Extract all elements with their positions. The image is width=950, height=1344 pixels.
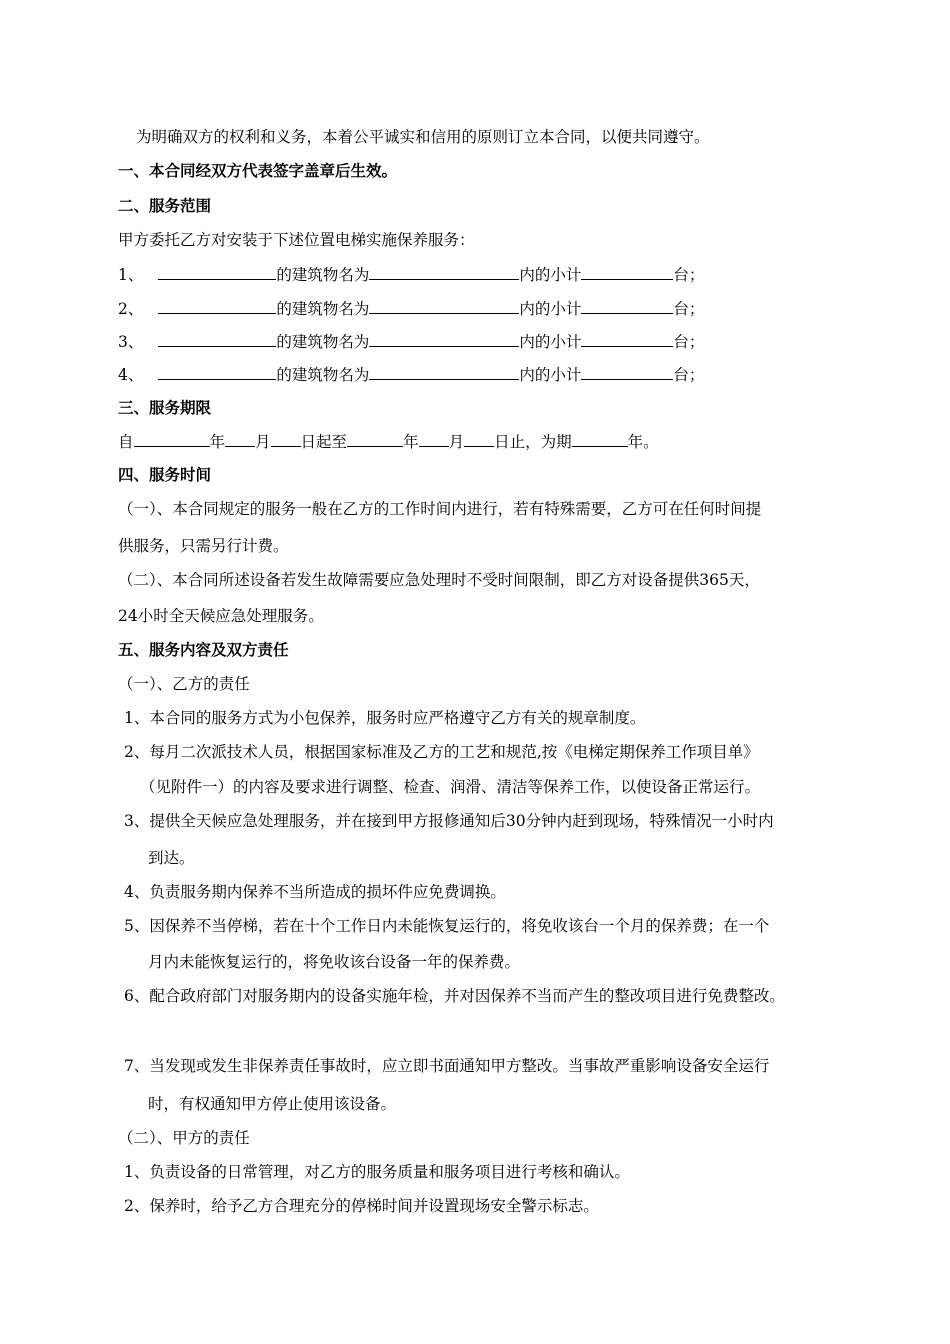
party-a-item-2: 2、保养时，给予乙方合理充分的停梯时间并设置现场安全警示标志。 — [124, 1197, 599, 1215]
location-blank[interactable] — [158, 298, 276, 314]
term-month-2: 月 — [448, 433, 465, 451]
location-blank[interactable] — [158, 331, 276, 347]
unit-label: 台； — [673, 366, 705, 384]
end-month-blank[interactable] — [419, 431, 449, 447]
party-a-item-1: 1、负责设备的日常管理，对乙方的服务质量和服务项目进行考核和确认。 — [124, 1163, 630, 1181]
service-time-p1-line1: （一）、本合同规定的服务一般在乙方的工作时间内进行，若有特殊需要，乙方可在任何时间提 — [118, 500, 762, 518]
party-b-item-2-line1: 2、每月二次派技术人员，根据国家标准及乙方的工艺和规范,按《电梯定期保养工作项目单》 — [124, 743, 759, 761]
end-year-blank[interactable] — [347, 431, 403, 447]
term-year: 年 — [209, 433, 226, 451]
building-name-blank[interactable] — [369, 364, 519, 380]
subtotal-label: 内的小计 — [519, 266, 582, 284]
party-b-item-7-line2: 时，有权通知甲方停止使用该设备。 — [148, 1095, 397, 1113]
party-b-item-7-line1: 7、当发现或发生非保养责任事故时，应立即书面通知甲方整改。当事故严重影响设备安全运行 — [124, 1057, 770, 1075]
period-years-blank[interactable] — [572, 431, 628, 447]
scope-row-2 — [118, 298, 704, 319]
building-label: 的建筑物名为 — [276, 266, 370, 284]
start-day-blank[interactable] — [271, 431, 301, 447]
start-month-blank[interactable] — [225, 431, 255, 447]
service-time-p1-line2: 供服务，只需另行计费。 — [118, 537, 289, 555]
location-blank[interactable] — [158, 364, 276, 380]
section-3-heading: 三、服务期限 — [118, 399, 212, 417]
scope-row-1 — [118, 264, 704, 285]
building-label: 的建筑物名为 — [276, 300, 370, 318]
row-number: 2、 — [118, 300, 144, 318]
subtotal-label: 内的小计 — [519, 333, 582, 351]
term-year-2: 年 — [403, 433, 419, 451]
building-label: 的建筑物名为 — [276, 366, 370, 384]
section-2-heading: 二、服务范围 — [118, 197, 212, 215]
subtotal-label: 内的小计 — [519, 300, 582, 318]
term-from: 自 — [118, 433, 134, 451]
party-b-item-3-line2: 到达。 — [148, 849, 195, 867]
subtotal-label: 内的小计 — [519, 366, 582, 384]
unit-label: 台； — [673, 300, 705, 318]
building-name-blank[interactable] — [369, 298, 519, 314]
party-b-item-3-line1: 3、提供全天候应急处理服务，并在接到甲方报修通知后30分钟内赶到现场，特殊情况一小时内 — [124, 812, 774, 830]
party-b-item-4: 4、负责服务期内保养不当所造成的损坏件应免费调换。 — [124, 883, 506, 901]
intro-paragraph: 为明确双方的权利和义务，本着公平诚实和信用的原则订立本合同，以便共同遵守。 — [136, 128, 710, 146]
party-a-subheading: （二）、甲方的责任 — [118, 1129, 250, 1147]
term-period: 日止，为期 — [494, 433, 572, 451]
scope-row-4 — [118, 364, 704, 385]
service-time-p2-line2: 24小时全天候应急处理服务。 — [118, 607, 324, 625]
row-number: 1、 — [118, 266, 144, 284]
party-b-item-2-line2: （见附件一）的内容及要求进行调整、检查、润滑、清洁等保养工作，以使设备正常运行。 — [140, 778, 761, 796]
unit-label: 台； — [673, 333, 705, 351]
party-b-subheading: （一）、乙方的责任 — [118, 675, 250, 693]
count-blank[interactable] — [581, 364, 673, 380]
section-2-lead: 甲方委托乙方对安装于下述位置电梯实施保养服务： — [118, 231, 475, 249]
building-name-blank[interactable] — [369, 264, 519, 280]
count-blank[interactable] — [581, 331, 673, 347]
building-label: 的建筑物名为 — [276, 333, 370, 351]
term-end: 年。 — [627, 433, 659, 451]
location-blank[interactable] — [158, 264, 276, 280]
unit-label: 台； — [673, 266, 705, 284]
count-blank[interactable] — [581, 264, 673, 280]
party-b-item-6: 6、配合政府部门对服务期内的设备实施年检，并对因保养不当而产生的整改项目进行免费整改。 — [124, 987, 785, 1005]
end-day-blank[interactable] — [464, 431, 494, 447]
start-year-blank[interactable] — [134, 431, 210, 447]
term-month: 月 — [255, 433, 271, 451]
section-4-heading: 四、服务时间 — [118, 466, 212, 484]
building-name-blank[interactable] — [369, 331, 519, 347]
section-1-heading: 一、本合同经双方代表签字盖章后生效。 — [118, 162, 398, 180]
row-number: 3、 — [118, 333, 144, 351]
row-number: 4、 — [118, 366, 144, 384]
party-b-item-5-line2: 月内未能恢复运行的，将免收该台设备一年的保养费。 — [148, 953, 521, 971]
section-5-heading: 五、服务内容及双方责任 — [118, 641, 289, 659]
scope-row-3 — [118, 331, 704, 352]
count-blank[interactable] — [581, 298, 673, 314]
party-b-item-5-line1: 5、因保养不当停梯，若在十个工作日内未能恢复运行的，将免收该台一个月的保养费；在一个 — [124, 917, 770, 935]
term-to: 日起至 — [300, 433, 348, 451]
term-line — [118, 431, 659, 452]
party-b-item-1: 1、本合同的服务方式为小包保养，服务时应严格遵守乙方有关的规章制度。 — [124, 709, 646, 727]
service-time-p2-line1: （二）、本合同所述设备若发生故障需要应急处理时不受时间限制，即乙方对设备提供365天， — [118, 571, 760, 589]
